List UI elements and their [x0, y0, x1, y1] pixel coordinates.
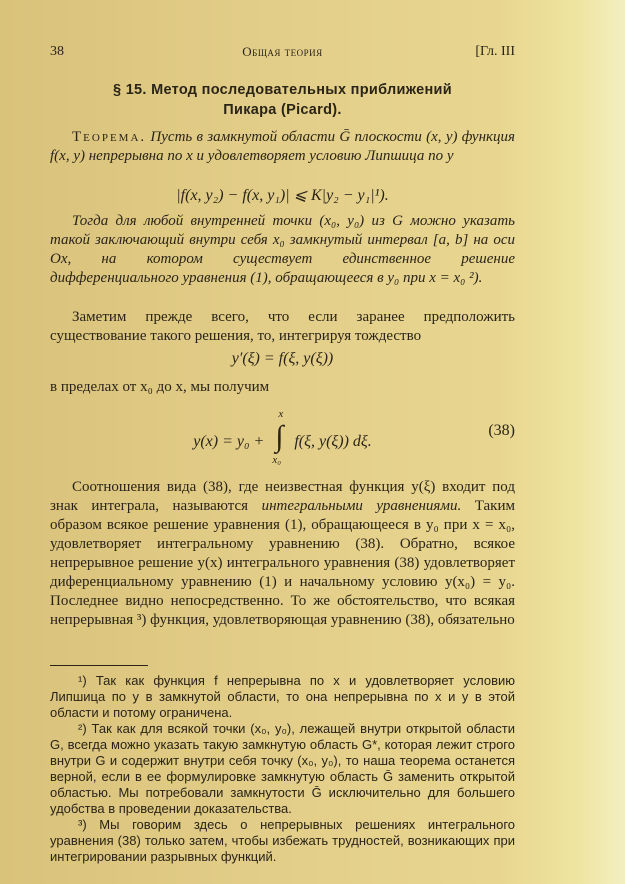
theorem-text-2: Тогда для любой внутренней точки (x₀, y₀) из G можно указать такой заключающий внутри себя x₀ замкнутый интервал [a, b] на оси Ox, на котором существует единственное решение дифференциального уравнения (1), обращающееся в y₀ при x = x₀ ²).: [50, 213, 515, 286]
paragraph-1: Заметим прежде всего, что если заранее предположить существование такого решения, то, интегрируя тождество: [50, 309, 515, 344]
emphasized-term: интегральными уравнениями.: [261, 498, 462, 514]
integral-lower-limit: x₀: [272, 454, 282, 466]
integral-sign: x ∫ x₀: [272, 408, 284, 466]
formula-lhs: y(x) = y₀ +: [193, 433, 265, 450]
formula-integrand: f(ξ, y(ξ)) dξ.: [294, 433, 372, 450]
paragraph-3-b: Таким образом всякое решение уравнения (1), обращающееся в y₀ при x = x₀, удовлетворяет интегральному уравнению (38). Обратно, всякое непрерывное решение y(x) интегрального уравнения (38) удовлетворяет диференциальному уравнению (1) и начальному условию y(x₀) = y₀. Последнее видно непосредственно. То же обстоятельство, что всякая непрерывная ³) функция, удовлетворяющая уравнению (38), обязательно: [50, 498, 515, 628]
chapter-label: [Гл. III: [475, 44, 515, 59]
footnote-2: ²) Так как для всякой точки (x₀, y₀), лежащей внутри открытой области G, всегда можно указать такую замкнутую область G*, которая лежит строго внутри G и содержит внутри себя точку (x₀, y₀), то наша теорема останется верной, если в ее формулировке замкнутую область Ḡ заменить открытой областью. Мы потребовали замкнутости Ḡ исключительно для большего удобства в проведении доказательства.: [50, 721, 515, 816]
equation-number: (38): [488, 422, 515, 439]
identity-formula: y′(ξ) = f(ξ, y(ξ)): [231, 350, 334, 367]
section-title-line2: Пикара (Picard).: [223, 102, 342, 118]
footnote-rule: [50, 665, 148, 666]
paragraph-3-a: Соотношения вида (38), где неизвестная функция y(ξ) входит под знак интеграла, называются: [50, 479, 515, 514]
theorem-statement: [50, 128, 515, 166]
paragraph-3: [50, 478, 515, 630]
integral-equation-38: [50, 408, 515, 466]
theorem-label: Теорема.: [72, 129, 147, 145]
footnote-1: ¹) Так как функция f непрерывна по x и удовлетворяет условию Липшица по y в замкнутой области, то она непрерывна по x и y в этой области и потому ограничена.: [50, 673, 515, 720]
theorem-text-1: Пусть в замкнутой области Ḡ плоскости (x, y) функция f(x, y) непрерывна по x и удовлетворяет условию Липшица по y: [50, 129, 515, 164]
running-title: Общая теория: [242, 44, 323, 59]
page-number: 38: [50, 44, 64, 59]
footnote-3: ³) Мы говорим здесь о непрерывных решениях интегрального уравнения (38) только затем, чтобы избежать трудностей, возникающих при интегрировании разрывных функций.: [50, 817, 515, 864]
section-title-line1: § 15. Метод последовательных приближений: [113, 82, 452, 98]
lipschitz-formula: |f(x, y₂) − f(x, y₁)| ⩽ K|y₂ − y₁|¹).: [176, 187, 389, 204]
integral-upper-limit: x: [278, 408, 284, 420]
paragraph-2: в пределах от x₀ до x, мы получим: [50, 379, 270, 395]
section-title: [50, 80, 515, 120]
footnotes: [50, 673, 515, 865]
